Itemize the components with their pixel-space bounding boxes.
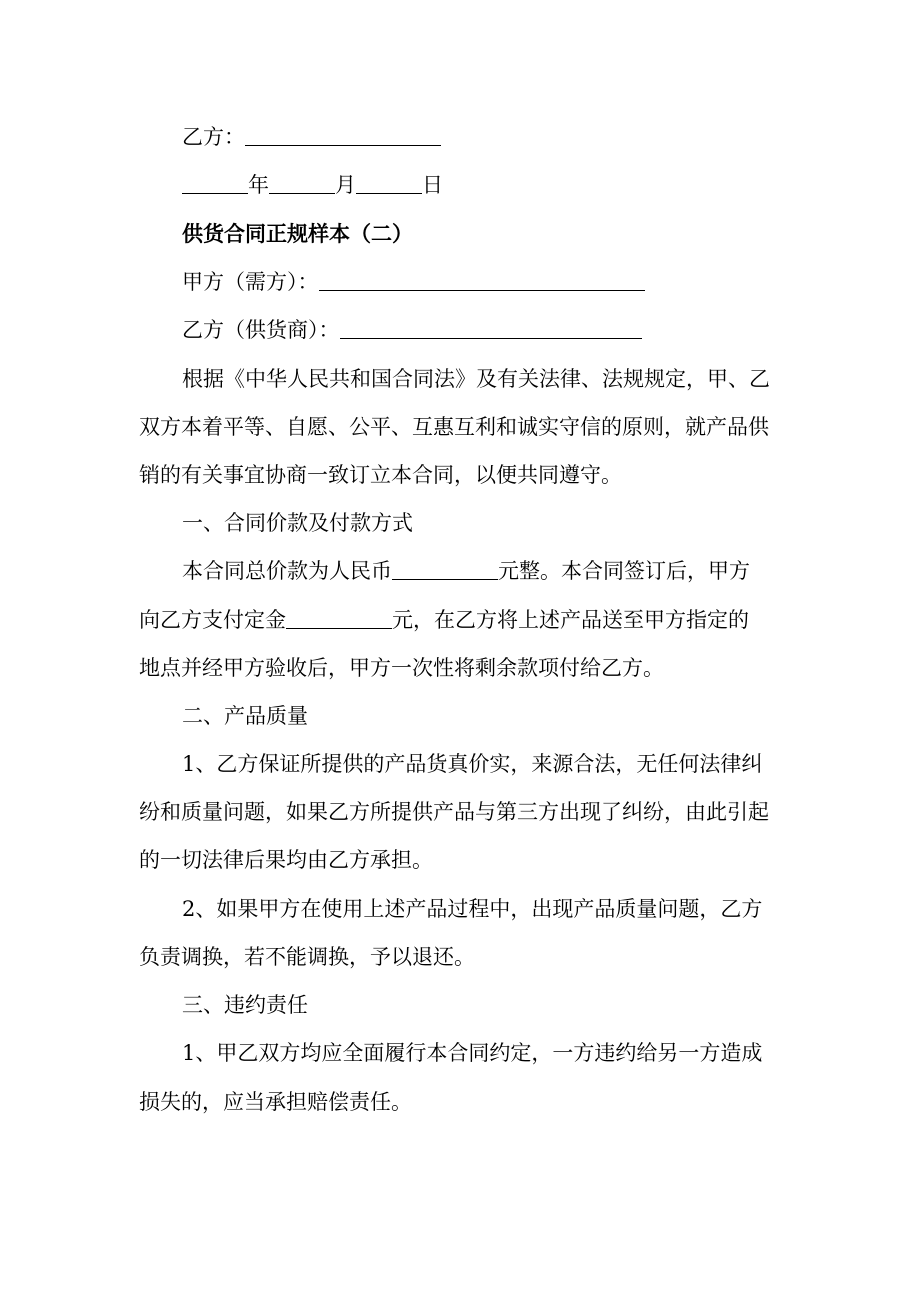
section1-line-2 [139, 605, 749, 635]
section2-item1-line-2: 纷和质量问题，如果乙方所提供产品与第三方出现了纠纷，由此引起 [139, 800, 769, 824]
section1-line-1 [182, 556, 750, 586]
year-blank[interactable] [182, 173, 248, 194]
total-price-blank[interactable] [392, 559, 498, 580]
party-b-label: 乙方： [182, 125, 245, 149]
party-b-signature-line [182, 122, 441, 152]
party-b-supplier-blank[interactable] [340, 318, 642, 339]
party-a-label: 甲方（需方）： [182, 270, 319, 294]
section2-item2-line-1: 2、如果甲方在使用上述产品过程中，出现产品质量问题，乙方 [182, 897, 763, 921]
party-a-line [182, 267, 645, 297]
party-b-supplier-label: 乙方（供货商）： [182, 318, 340, 342]
day-label: 日 [422, 173, 443, 197]
section1-heading: 一、合同价款及付款方式 [182, 511, 413, 535]
section2-item1-line-1: 1、乙方保证所提供的产品货真价实，来源合法，无任何法律纠 [182, 752, 763, 776]
section1-line-1-b: 元整。本合同签订后，甲方 [498, 559, 750, 583]
section3-item1-line-1: 1、甲乙双方均应全面履行本合同约定，一方违约给另一方造成 [182, 1041, 763, 1065]
section3-heading: 三、违约责任 [182, 993, 308, 1017]
section2-heading: 二、产品质量 [182, 704, 308, 728]
party-b-signature-blank[interactable] [245, 125, 441, 146]
intro-line-2: 双方本着平等、自愿、公平、互惠互利和诚实守信的原则，就产品供 [139, 415, 769, 439]
year-label: 年 [248, 173, 269, 197]
day-blank[interactable] [356, 173, 422, 194]
section2-item1-line-3: 的一切法律后果均由乙方承担。 [139, 848, 433, 872]
party-b-supplier-line [182, 315, 642, 345]
intro-line-1: 根据《中华人民共和国合同法》及有关法律、法规规定，甲、乙 [182, 367, 770, 391]
date-line [182, 170, 443, 200]
deposit-blank[interactable] [286, 608, 392, 629]
party-a-blank[interactable] [319, 270, 645, 291]
contract-title: 供货合同正规样本（二） [182, 221, 413, 246]
intro-line-3: 销的有关事宜协商一致订立本合同，以便共同遵守。 [139, 463, 622, 487]
section1-line-2-b: 元，在乙方将上述产品送至甲方指定的 [392, 608, 749, 632]
month-label: 月 [335, 173, 356, 197]
section3-item1-line-2: 损失的，应当承担赔偿责任。 [139, 1090, 412, 1114]
section1-line-1-a: 本合同总价款为人民币 [182, 559, 392, 583]
section1-line-3: 地点并经甲方验收后，甲方一次性将剩余款项付给乙方。 [139, 656, 664, 680]
month-blank[interactable] [269, 173, 335, 194]
section1-line-2-a: 向乙方支付定金 [139, 608, 286, 632]
section2-item2-line-2: 负责调换，若不能调换，予以退还。 [139, 945, 475, 969]
